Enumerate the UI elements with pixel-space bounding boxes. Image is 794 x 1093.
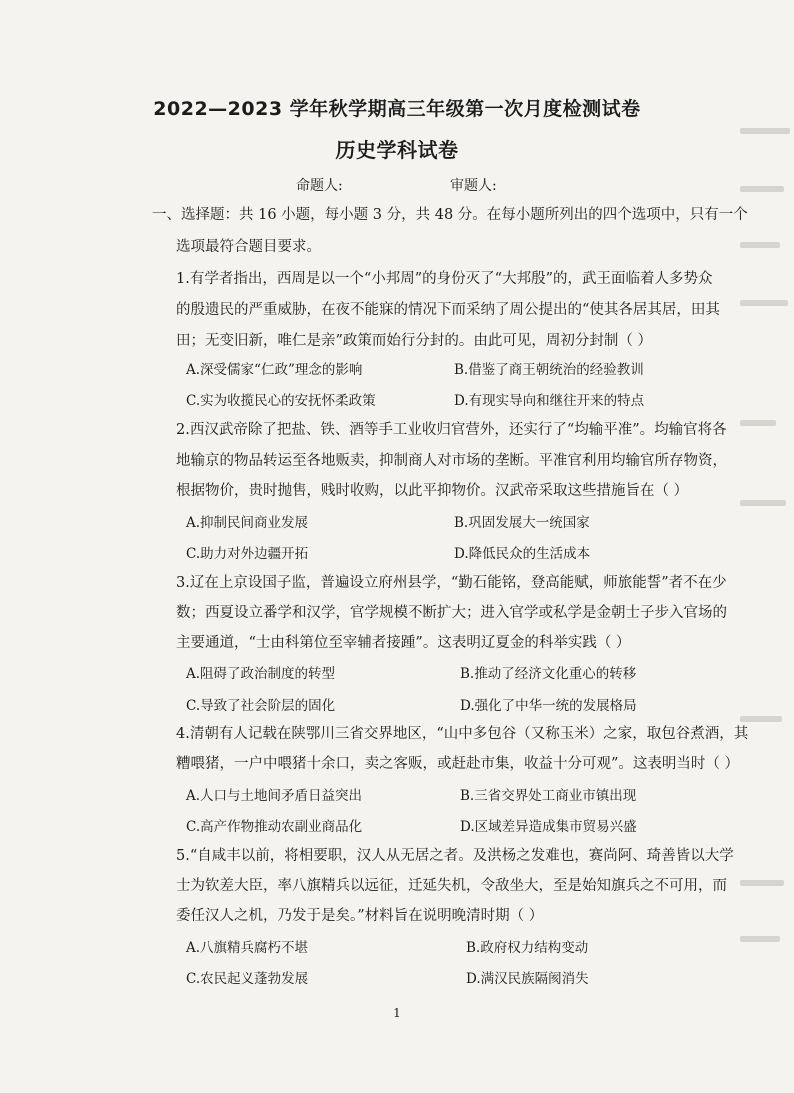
question-4-option-b[interactable]: B.三省交界处工商业市镇出现: [460, 788, 637, 804]
question-5-option-a[interactable]: A.八旗精兵腐朽不堪: [186, 940, 309, 956]
question-5-line-3: 委任汉人之机，乃发于是矣。”材料旨在说明晚清时期（ ）: [176, 908, 544, 924]
exam-title: 2022—2023 学年秋学期高三年级第一次月度检测试卷: [153, 98, 641, 120]
question-2-option-b[interactable]: B.巩固发展大一统国家: [454, 515, 590, 531]
question-3-option-a[interactable]: A.阻碍了政治制度的转型: [186, 666, 336, 682]
question-1-line-2: 的殷遗民的严重威胁，在夜不能寐的情况下而采纳了周公提出的“使其各居其居，田其: [176, 302, 720, 318]
page-number: 1: [393, 1006, 401, 1020]
question-2-line-1: 2.西汉武帝除了把盐、铁、酒等手工业收归官营外，还实行了“均输平准”。均输官将各: [176, 422, 727, 438]
question-1-option-a[interactable]: A.深受儒家“仁政”理念的影响: [186, 362, 363, 378]
question-2-option-c[interactable]: C.助力对外边疆开拓: [186, 546, 309, 562]
question-1-option-b[interactable]: B.借鉴了商王朝统治的经验教训: [454, 362, 644, 378]
reviewer-label: 审题人:: [450, 178, 497, 194]
question-5-line-1: 5.“自咸丰以前，将相要职，汉人从无居之者。及洪杨之发难也，赛尚阿、琦善皆以大学: [176, 848, 734, 864]
question-3-option-b[interactable]: B.推动了经济文化重心的转移: [460, 666, 637, 682]
question-2-line-3: 根据物价，贵时抛售，贱时收购，以此平抑物价。汉武帝采取这些措施旨在（ ）: [176, 483, 689, 499]
question-4-line-2: 糟喂猪，一户中喂猪十余口，卖之客贩，或赶赴市集，收益十分可观”。这表明当时（ ）: [176, 756, 740, 772]
question-1-line-3: 田；无变旧新，唯仁是亲”政策而始行分封的。由此可见，周初分封制（ ）: [176, 333, 653, 349]
question-4-option-a[interactable]: A.人口与土地间矛盾日益突出: [186, 788, 363, 804]
question-1-option-c[interactable]: C.实为收揽民心的安抚怀柔政策: [186, 393, 376, 409]
author-label: 命题人:: [296, 178, 343, 194]
section-instruction-line2: 选项最符合题目要求。: [176, 239, 321, 255]
question-1-option-d[interactable]: D.有现实导向和继往开来的特点: [454, 393, 645, 409]
question-4-option-c[interactable]: C.高产作物推动农副业商品化: [186, 819, 363, 835]
question-2-option-a[interactable]: A.抑制民间商业发展: [186, 515, 309, 531]
question-3-option-d[interactable]: D.强化了中华一统的发展格局: [460, 698, 637, 714]
question-2-line-2: 地输京的物品转运至各地贩卖，抑制商人对市场的垄断。平准官利用均输官所存物资，: [176, 453, 727, 469]
question-5-option-c[interactable]: C.农民起义蓬勃发展: [186, 971, 309, 987]
question-3-line-3: 主要通道，“士由科第位至宰辅者接踵”。这表明辽夏金的科举实践（ ）: [176, 635, 631, 651]
question-3-option-c[interactable]: C.导致了社会阶层的固化: [186, 698, 336, 714]
question-3-line-2: 数；西夏设立番学和汉学，官学规模不断扩大；进入官学或私学是金朝士子步入官场的: [176, 605, 727, 621]
exam-subtitle: 历史学科试卷: [335, 138, 459, 162]
question-5-option-d[interactable]: D.满汉民族隔阂消失: [466, 971, 589, 987]
question-2-option-d[interactable]: D.降低民众的生活成本: [454, 546, 591, 562]
section-instruction-line1: 一、选择题：共 16 小题，每小题 3 分，共 48 分。在每小题所列出的四个选项中，只有一个: [152, 207, 748, 223]
question-4-option-d[interactable]: D.区域差异造成集市贸易兴盛: [460, 819, 637, 835]
question-3-line-1: 3.辽在上京设国子监，普遍设立府州县学，“勤石能铭，登高能赋，师旅能誓”者不在少: [176, 575, 727, 591]
question-5-line-2: 士为钦差大臣，率八旗精兵以远征，迁延失机，令敌坐大，至是始知旗兵之不可用，而: [176, 878, 727, 894]
question-1-line-1: 1.有学者指出，西周是以一个“小邦周”的身份灭了“大邦殷”的，武王面临着人多势众: [176, 271, 713, 287]
question-4-line-1: 4.清朝有人记载在陕鄂川三省交界地区，“山中多包谷（又称玉米）之家，取包谷煮酒，其: [176, 726, 749, 742]
question-5-option-b[interactable]: B.政府权力结构变动: [466, 940, 589, 956]
